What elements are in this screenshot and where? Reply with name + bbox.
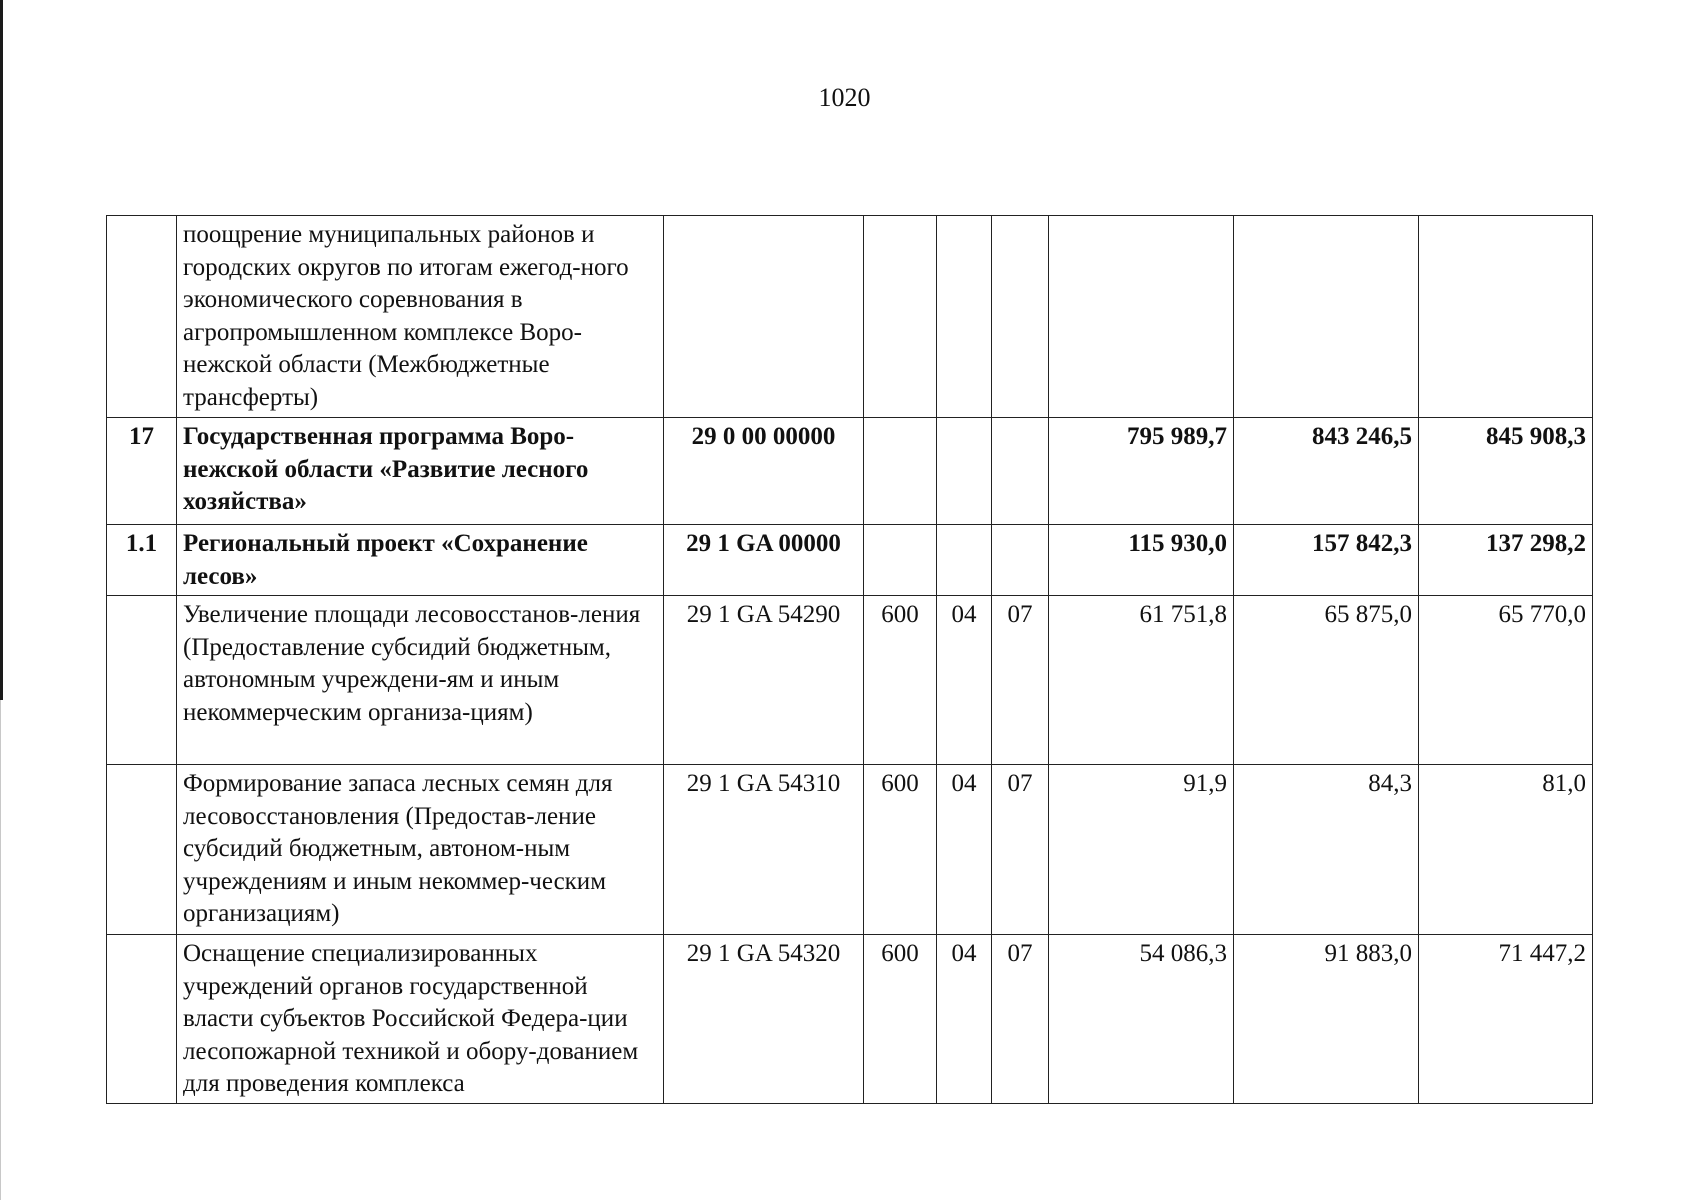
row-number	[107, 765, 177, 935]
row-code: 29 1 GA 54290	[664, 596, 864, 765]
row-expense-type	[864, 418, 937, 525]
row-number	[107, 935, 177, 1104]
row-description: Региональный проект «Сохранение лесов»	[177, 525, 664, 596]
table-row	[107, 525, 1593, 596]
row-number: 17	[107, 418, 177, 525]
row-amount-year2: 65 875,0	[1234, 596, 1419, 765]
row-section: 04	[937, 935, 992, 1104]
row-amount-year3	[1419, 216, 1593, 418]
row-number	[107, 596, 177, 765]
row-subsection	[992, 525, 1049, 596]
table-row	[107, 765, 1593, 935]
row-description: поощрение муниципальных районов и городских округов по итогам ежегод-ного экономического соревнования в агропромышленном комплексе Воро-нежской области (Межбюджетные трансферты)	[177, 216, 664, 418]
row-section: 04	[937, 596, 992, 765]
row-amount-year2: 84,3	[1234, 765, 1419, 935]
table-row	[107, 596, 1593, 765]
row-description: Увеличение площади лесовосстанов-ления (Предоставление субсидий бюджетным, автономным учреждени-ям и иным некоммерческим организа-циям)	[177, 596, 664, 765]
row-description: Оснащение специализированных учреждений органов государственной власти субъектов Российской Федера-ции лесопожарной техникой и обору-дованием для проведения комплекса	[177, 935, 664, 1104]
row-amount-year1: 115 930,0	[1049, 525, 1234, 596]
row-amount-year1: 795 989,7	[1049, 418, 1234, 525]
row-amount-year2	[1234, 216, 1419, 418]
row-amount-year1: 91,9	[1049, 765, 1234, 935]
row-description: Государственная программа Воро-нежской области «Развитие лесного хозяйства»	[177, 418, 664, 525]
row-amount-year1	[1049, 216, 1234, 418]
row-code: 29 0 00 00000	[664, 418, 864, 525]
row-amount-year2: 91 883,0	[1234, 935, 1419, 1104]
row-section	[937, 418, 992, 525]
row-number: 1.1	[107, 525, 177, 596]
row-code: 29 1 GA 54310	[664, 765, 864, 935]
table-row	[107, 418, 1593, 525]
row-section	[937, 216, 992, 418]
row-amount-year3: 845 908,3	[1419, 418, 1593, 525]
row-subsection: 07	[992, 765, 1049, 935]
row-number	[107, 216, 177, 418]
table-row	[107, 935, 1593, 1104]
row-amount-year1: 54 086,3	[1049, 935, 1234, 1104]
row-section: 04	[937, 765, 992, 935]
row-section	[937, 525, 992, 596]
row-expense-type	[864, 525, 937, 596]
row-amount-year3: 71 447,2	[1419, 935, 1593, 1104]
row-code	[664, 216, 864, 418]
row-expense-type: 600	[864, 596, 937, 765]
row-expense-type: 600	[864, 765, 937, 935]
row-code: 29 1 GA 00000	[664, 525, 864, 596]
scan-edge-line-faint	[0, 700, 1, 1200]
table-row	[107, 216, 1593, 418]
row-amount-year3: 81,0	[1419, 765, 1593, 935]
row-amount-year2: 843 246,5	[1234, 418, 1419, 525]
budget-table	[106, 215, 1593, 1104]
row-expense-type	[864, 216, 937, 418]
row-amount-year2: 157 842,3	[1234, 525, 1419, 596]
row-amount-year3: 137 298,2	[1419, 525, 1593, 596]
row-subsection: 07	[992, 935, 1049, 1104]
row-amount-year1: 61 751,8	[1049, 596, 1234, 765]
row-subsection	[992, 216, 1049, 418]
row-code: 29 1 GA 54320	[664, 935, 864, 1104]
row-subsection	[992, 418, 1049, 525]
row-amount-year3: 65 770,0	[1419, 596, 1593, 765]
row-description: Формирование запаса лесных семян для лесовосстановления (Предостав-ление субсидий бюджетным, автоном-ным учреждениям и иным некоммер-ческим организациям)	[177, 765, 664, 935]
row-expense-type: 600	[864, 935, 937, 1104]
page-number: 1020	[818, 83, 871, 112]
row-subsection: 07	[992, 596, 1049, 765]
